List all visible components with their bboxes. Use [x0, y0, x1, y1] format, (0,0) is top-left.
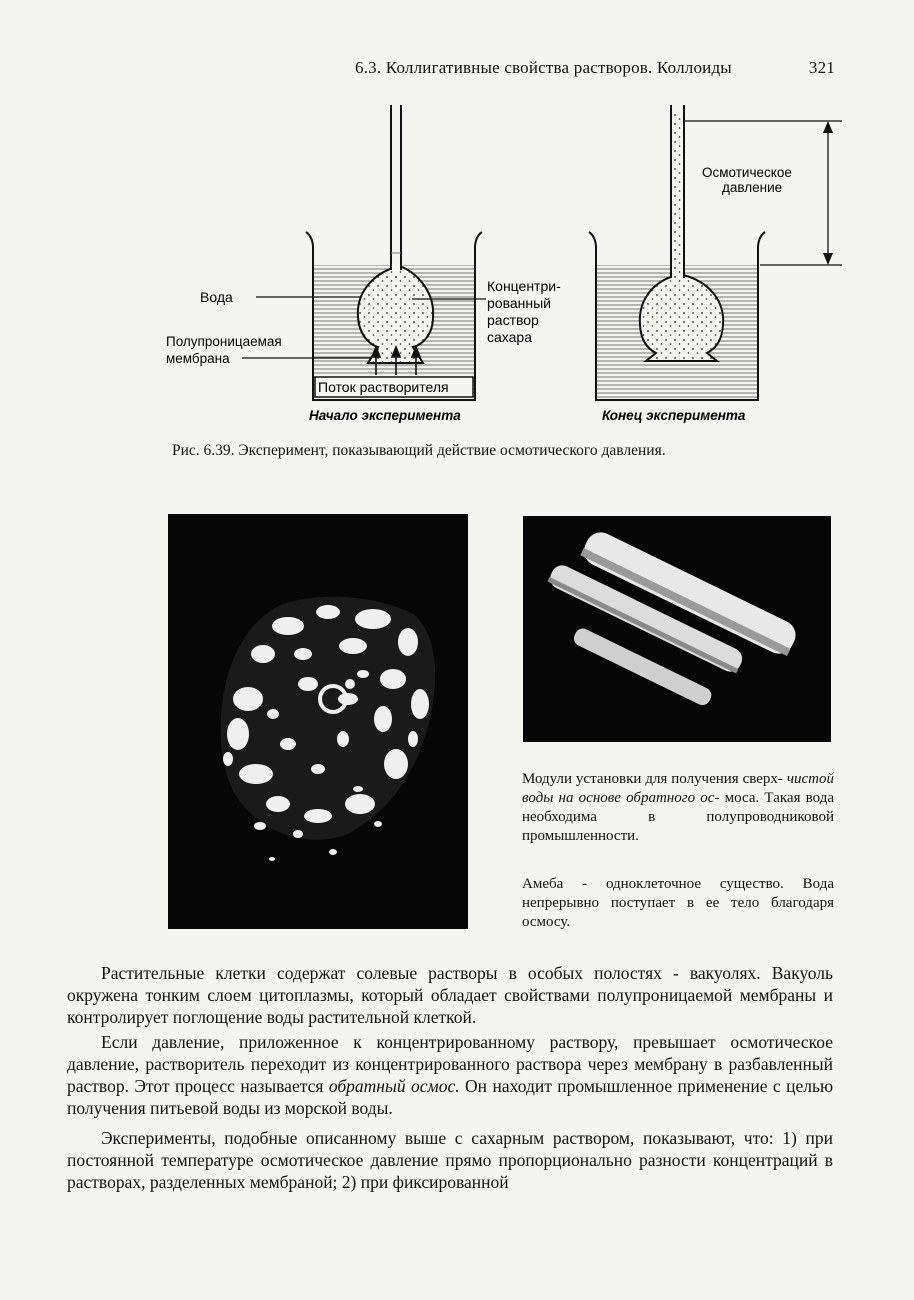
body-text [67, 962, 833, 1196]
solution-label: Концентри- рованный раствор сахара [487, 278, 561, 345]
modules-caption: Модули установки для получения сверх- чистой воды на основе обратного ос- моса. Такая вода необходима в полупроводниковой промышленности. [522, 771, 835, 844]
figure-caption: Рис. 6.39. Эксперимент, показывающий действие осмотического давления. [172, 442, 666, 459]
amoeba-photo [168, 514, 468, 929]
membrane-label-line1: Полупроницаемая [166, 334, 282, 349]
running-header [355, 58, 835, 78]
water-label: Вода [200, 289, 233, 305]
start-caption: Начало эксперимента [309, 408, 461, 423]
section-title: 6.3. Коллигативные свойства растворов. Коллоиды [355, 58, 732, 77]
page-number: 321 [808, 58, 835, 77]
osmosis-diagram [160, 95, 860, 430]
paragraph-1: Растительные клетки содержат солевые растворы в особых полостях - вакуолях. Вакуоль окружена тонким слоем цитоплазмы, который обладает свойствами полупроницаемой мембраны и контролирует поглощение воды растительной клеткой. [67, 963, 833, 1027]
osmotic-label-line2: давление [722, 180, 783, 195]
paragraph-3: Эксперименты, подобные описанному выше с сахарным раствором, показывают, что: 1) при постоянной температуре осмотическое давление прямо пропорционально разности концентраций в растворах, разделенных мембраной; 2) при фиксированной [67, 1128, 833, 1192]
osmotic-label-line1: Осмотическое [702, 165, 792, 180]
membrane-label-line2: мембрана [166, 351, 230, 366]
end-caption: Конец эксперимента [602, 408, 746, 423]
flow-label: Поток растворителя [318, 379, 449, 395]
paragraph-2: Если давление, приложенное к концентрированному раствору, превышает осмотическое давление, растворитель переходит из концентрированного раствора через мембрану в разбавленный раствор. Этот процесс называется обратный осмос. Он находит промышленное применение с целью получения питьевой воды из морской воды. [67, 1032, 834, 1118]
end-beaker [589, 105, 842, 423]
amoeba-caption: Амеба - одноклеточное существо. Вода непрерывно поступает в ее тело благодаря осмосу. [522, 876, 834, 930]
start-beaker [166, 105, 565, 423]
modules-photo [523, 516, 831, 742]
